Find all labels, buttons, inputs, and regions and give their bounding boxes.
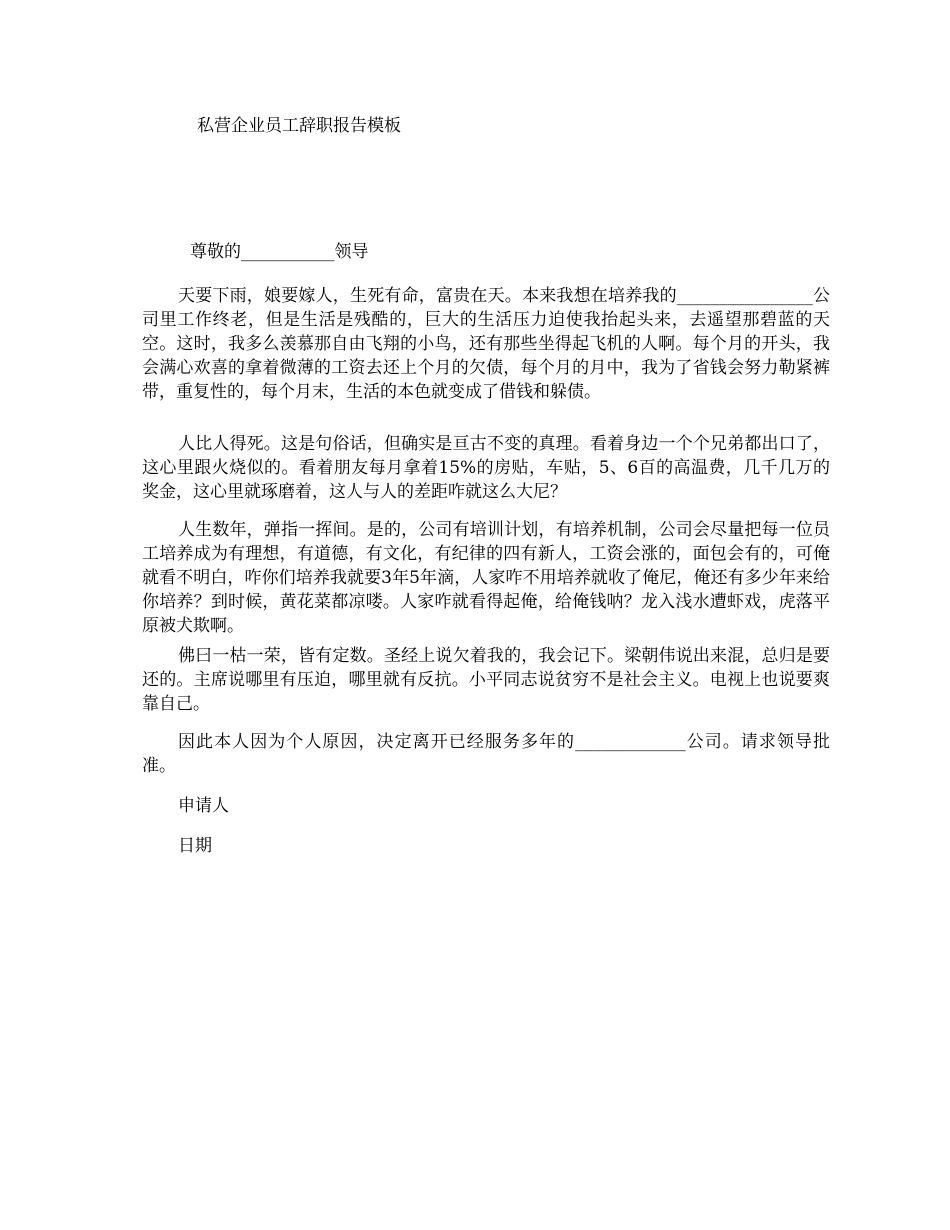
- paragraph-3: 人生数年，弹指一挥间。是的，公司有培训计划，有培养机制，公司会尽量把每一位员工培养成为有理想，有道德，有文化，有纪律的四有新人，工资会涨的，面包会有的，可俺就看不明白，咋你们培养我就要3年5年滴，人家咋不用培养就收了俺尼，俺还有多少年来给你培养？到时候，黄花菜都凉喽。人家咋就看得起俺，给俺钱呐？龙入浅水遭虾戏，虎落平原被犬欺啊。: [142, 520, 830, 636]
- document-title: 私营企业员工辞职报告模板: [197, 116, 401, 136]
- date-label: 日期: [178, 836, 212, 856]
- paragraph-5: 因此本人因为个人原因，决定离开已经服务多年的_____________公司。请求领导批准。: [142, 732, 830, 776]
- paragraph-4: 佛曰一枯一荣，皆有定数。圣经上说欠着我的，我会记下。梁朝伟说出来混，总归是要还的。主席说哪里有压迫，哪里就有反抗。小平同志说贫穷不是社会主义。电视上也说要爽靠自己。: [142, 646, 830, 714]
- paragraph-1: 天要下雨，娘要嫁人，生死有命，富贵在天。本来我想在培养我的________________公司里工作终老，但是生活是残酷的，巨大的生活压力迫使我抬起头来，去遥望那碧蓝的天空。这时，我多么羡慕那自由飞翔的小鸟，还有那些坐得起飞机的人啊。每个月的开头，我会满心欢喜的拿着微薄的工资去还上个月的欠债，每个月的月中，我为了省钱会努力勒紧裤带，重复性的，每个月末，生活的本色就变成了借钱和躲债。: [142, 286, 830, 402]
- paragraph-2: 人比人得死。这是句俗话，但确实是亘古不变的真理。看着身边一个个兄弟都出口了，这心里跟火烧似的。看着朋友每月拿着15%的房贴，车贴，5、6百的高温费，几千几万的奖金，这心里就琢磨着，这人与人的差距咋就这么大尼？: [142, 434, 830, 502]
- salutation: 尊敬的___________领导: [190, 242, 369, 262]
- applicant-label: 申请人: [178, 796, 229, 816]
